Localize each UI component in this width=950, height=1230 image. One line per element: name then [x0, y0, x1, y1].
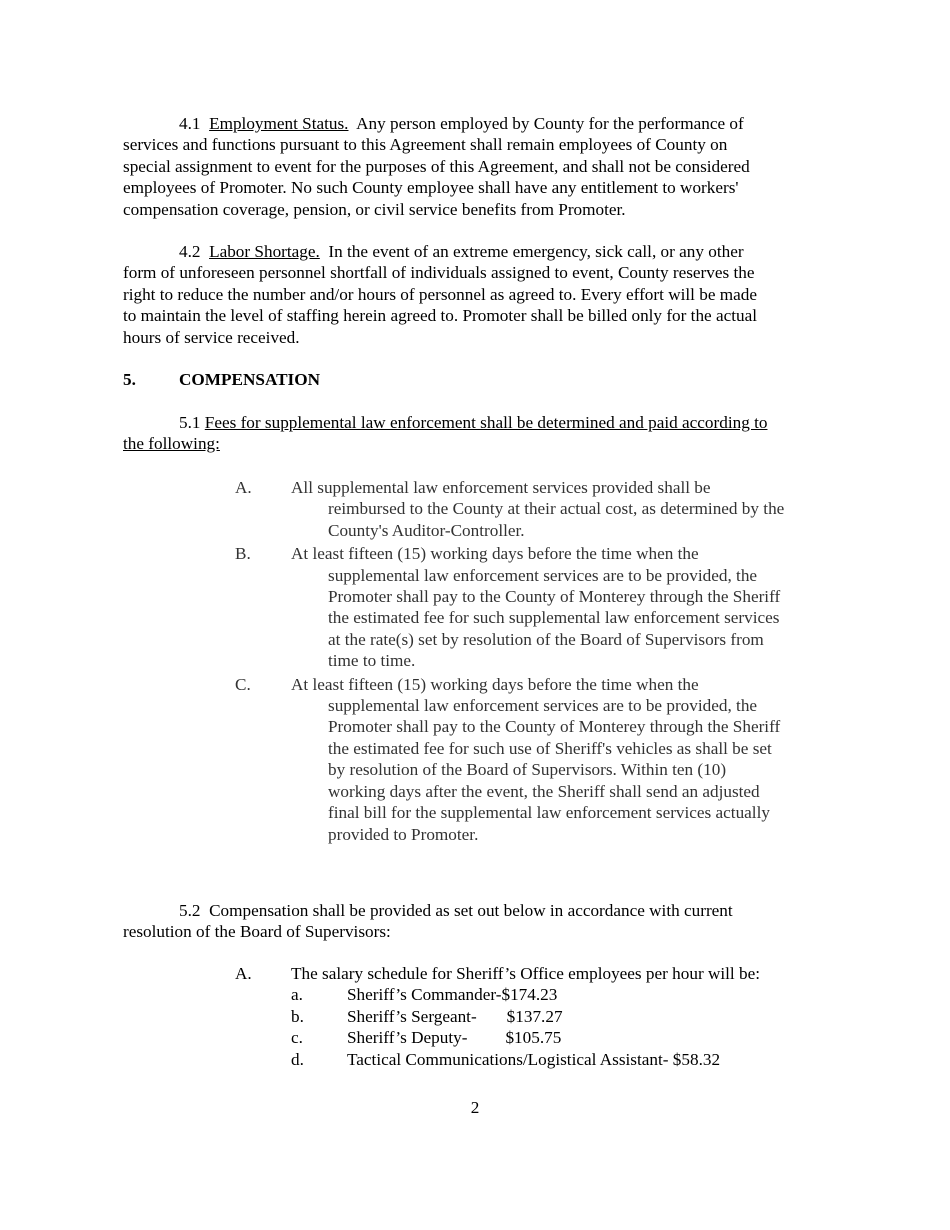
- salary-row-title: Sheriff’s Sergeant-: [347, 1006, 477, 1026]
- list-item: [235, 674, 835, 845]
- section-4-1-text: Any person employed by County for the performance of: [356, 114, 744, 133]
- list-item-line: by resolution of the Board of Supervisors. Within ten (10): [328, 760, 727, 780]
- list-item-text: At least fifteen (15) working days before the time when the: [291, 544, 699, 564]
- section-5-1-text: Fees for supplemental law enforcement shall be determined and paid according to: [204, 413, 768, 432]
- section-5-2-first-line: [123, 900, 833, 921]
- section-4-2-number: 4.2: [179, 242, 201, 261]
- list-item-line: reimbursed to the County at their actual cost, as determined by the: [328, 499, 785, 519]
- list-item-line: the estimated fee for such supplemental law enforcement services: [328, 608, 780, 628]
- list-item-line: final bill for the supplemental law enforcement services actually: [328, 803, 770, 823]
- list-item-line: provided to Promoter.: [328, 824, 479, 844]
- section-5-1-text-continued: the following:: [123, 434, 220, 454]
- list-item-text: At least fifteen (15) working days before the time when the: [291, 674, 699, 694]
- salary-schedule: [235, 963, 835, 1070]
- section-4-2-line: to maintain the level of staffing herein agreed to. Promoter shall be billed only for the actual: [123, 306, 757, 326]
- page-number: 2: [470, 1098, 480, 1117]
- salary-schedule-letter: A.: [235, 964, 252, 983]
- salary-row: [235, 984, 835, 1005]
- salary-row-rate: $137.27: [506, 1006, 563, 1026]
- section-5-heading: [123, 369, 320, 390]
- section-4-2-line: right to reduce the number and/or hours of personnel as agreed to. Every effort will be made: [123, 284, 757, 304]
- list-item-text: All supplemental law enforcement services provided shall be: [291, 478, 711, 497]
- list-item-line: supplemental law enforcement services are to be provided, the: [328, 565, 758, 585]
- salary-row: [235, 1049, 835, 1070]
- salary-row-title: Sheriff’s Commander-: [347, 985, 502, 1005]
- list-item-line: County's Auditor-Controller.: [328, 520, 525, 540]
- section-4-2-title: Labor Shortage.: [209, 242, 320, 261]
- section-4-2-line: form of unforeseen personnel shortfall of individuals assigned to event, County reserves the: [123, 263, 755, 283]
- section-4-1-line: compensation coverage, pension, or civil service benefits from Promoter.: [123, 199, 626, 219]
- salary-schedule-text: The salary schedule for Sheriff’s Office employees per hour will be:: [291, 964, 760, 983]
- salary-row-letter: b.: [291, 1006, 304, 1026]
- section-4-2-text: In the event of an extreme emergency, sick call, or any other: [328, 242, 744, 261]
- section-5-1-number: 5.1: [179, 413, 201, 432]
- section-4-2-line: hours of service received.: [123, 327, 300, 347]
- salary-row-letter: d.: [291, 1049, 304, 1069]
- list-item-line: working days after the event, the Sheriff shall send an adjusted: [328, 781, 760, 801]
- section-4-1-line: services and functions pursuant to this Agreement shall remain employees of County on: [123, 135, 728, 155]
- salary-row-letter: a.: [291, 985, 303, 1005]
- section-4-1-line: special assignment to event for the purposes of this Agreement, and shall not be considered: [123, 156, 750, 176]
- section-4-1-first-line: [123, 113, 833, 134]
- list-item-line: time to time.: [328, 651, 416, 671]
- salary-row-rate: $58.32: [672, 1049, 721, 1069]
- salary-row-title: Sheriff’s Deputy-: [347, 1028, 468, 1048]
- section-5-2: [123, 900, 833, 943]
- section-5-2-number: 5.2: [179, 901, 201, 920]
- section-5-2-text: Compensation shall be provided as set out below in accordance with current: [209, 901, 733, 920]
- salary-row: [235, 1006, 835, 1027]
- section-4-1-title: Employment Status.: [209, 114, 349, 133]
- section-4-1: [123, 113, 833, 220]
- list-item-line: Promoter shall pay to the County of Monterey through the Sheriff: [328, 587, 781, 607]
- salary-row-rate: $105.75: [505, 1028, 562, 1048]
- section-4-2: [123, 241, 833, 348]
- section-5-1: [123, 412, 833, 455]
- list-item-line: Promoter shall pay to the County of Monterey through the Sheriff: [328, 717, 781, 737]
- section-5-1-first-line: [123, 412, 833, 433]
- salary-schedule-heading: [235, 963, 835, 984]
- list-item-line: supplemental law enforcement services are to be provided, the: [328, 696, 758, 716]
- salary-row-letter: c.: [291, 1028, 303, 1048]
- section-5-number: 5.: [123, 370, 136, 389]
- section-5-2-text-continued: resolution of the Board of Supervisors:: [123, 922, 391, 942]
- list-item-letter: C.: [235, 674, 251, 694]
- section-5-1-list: [235, 477, 835, 847]
- section-4-1-line: employees of Promoter. No such County employee shall have any entitlement to workers': [123, 178, 739, 198]
- list-item: [235, 543, 835, 671]
- section-4-2-first-line: [123, 241, 833, 262]
- list-item-letter: B.: [235, 544, 251, 564]
- list-item: [235, 477, 835, 541]
- salary-row: [235, 1027, 835, 1048]
- list-item-letter: A.: [235, 478, 252, 497]
- section-5-title: COMPENSATION: [179, 370, 321, 389]
- list-item-line: at the rate(s) set by resolution of the Board of Supervisors from: [328, 629, 764, 649]
- salary-row-title: Tactical Communications/Logistical Assistant-: [347, 1049, 669, 1069]
- section-4-1-number: 4.1: [179, 114, 201, 133]
- salary-row-rate: $174.23: [501, 985, 558, 1005]
- list-item-line: the estimated fee for such use of Sheriff's vehicles as shall be set: [328, 738, 772, 758]
